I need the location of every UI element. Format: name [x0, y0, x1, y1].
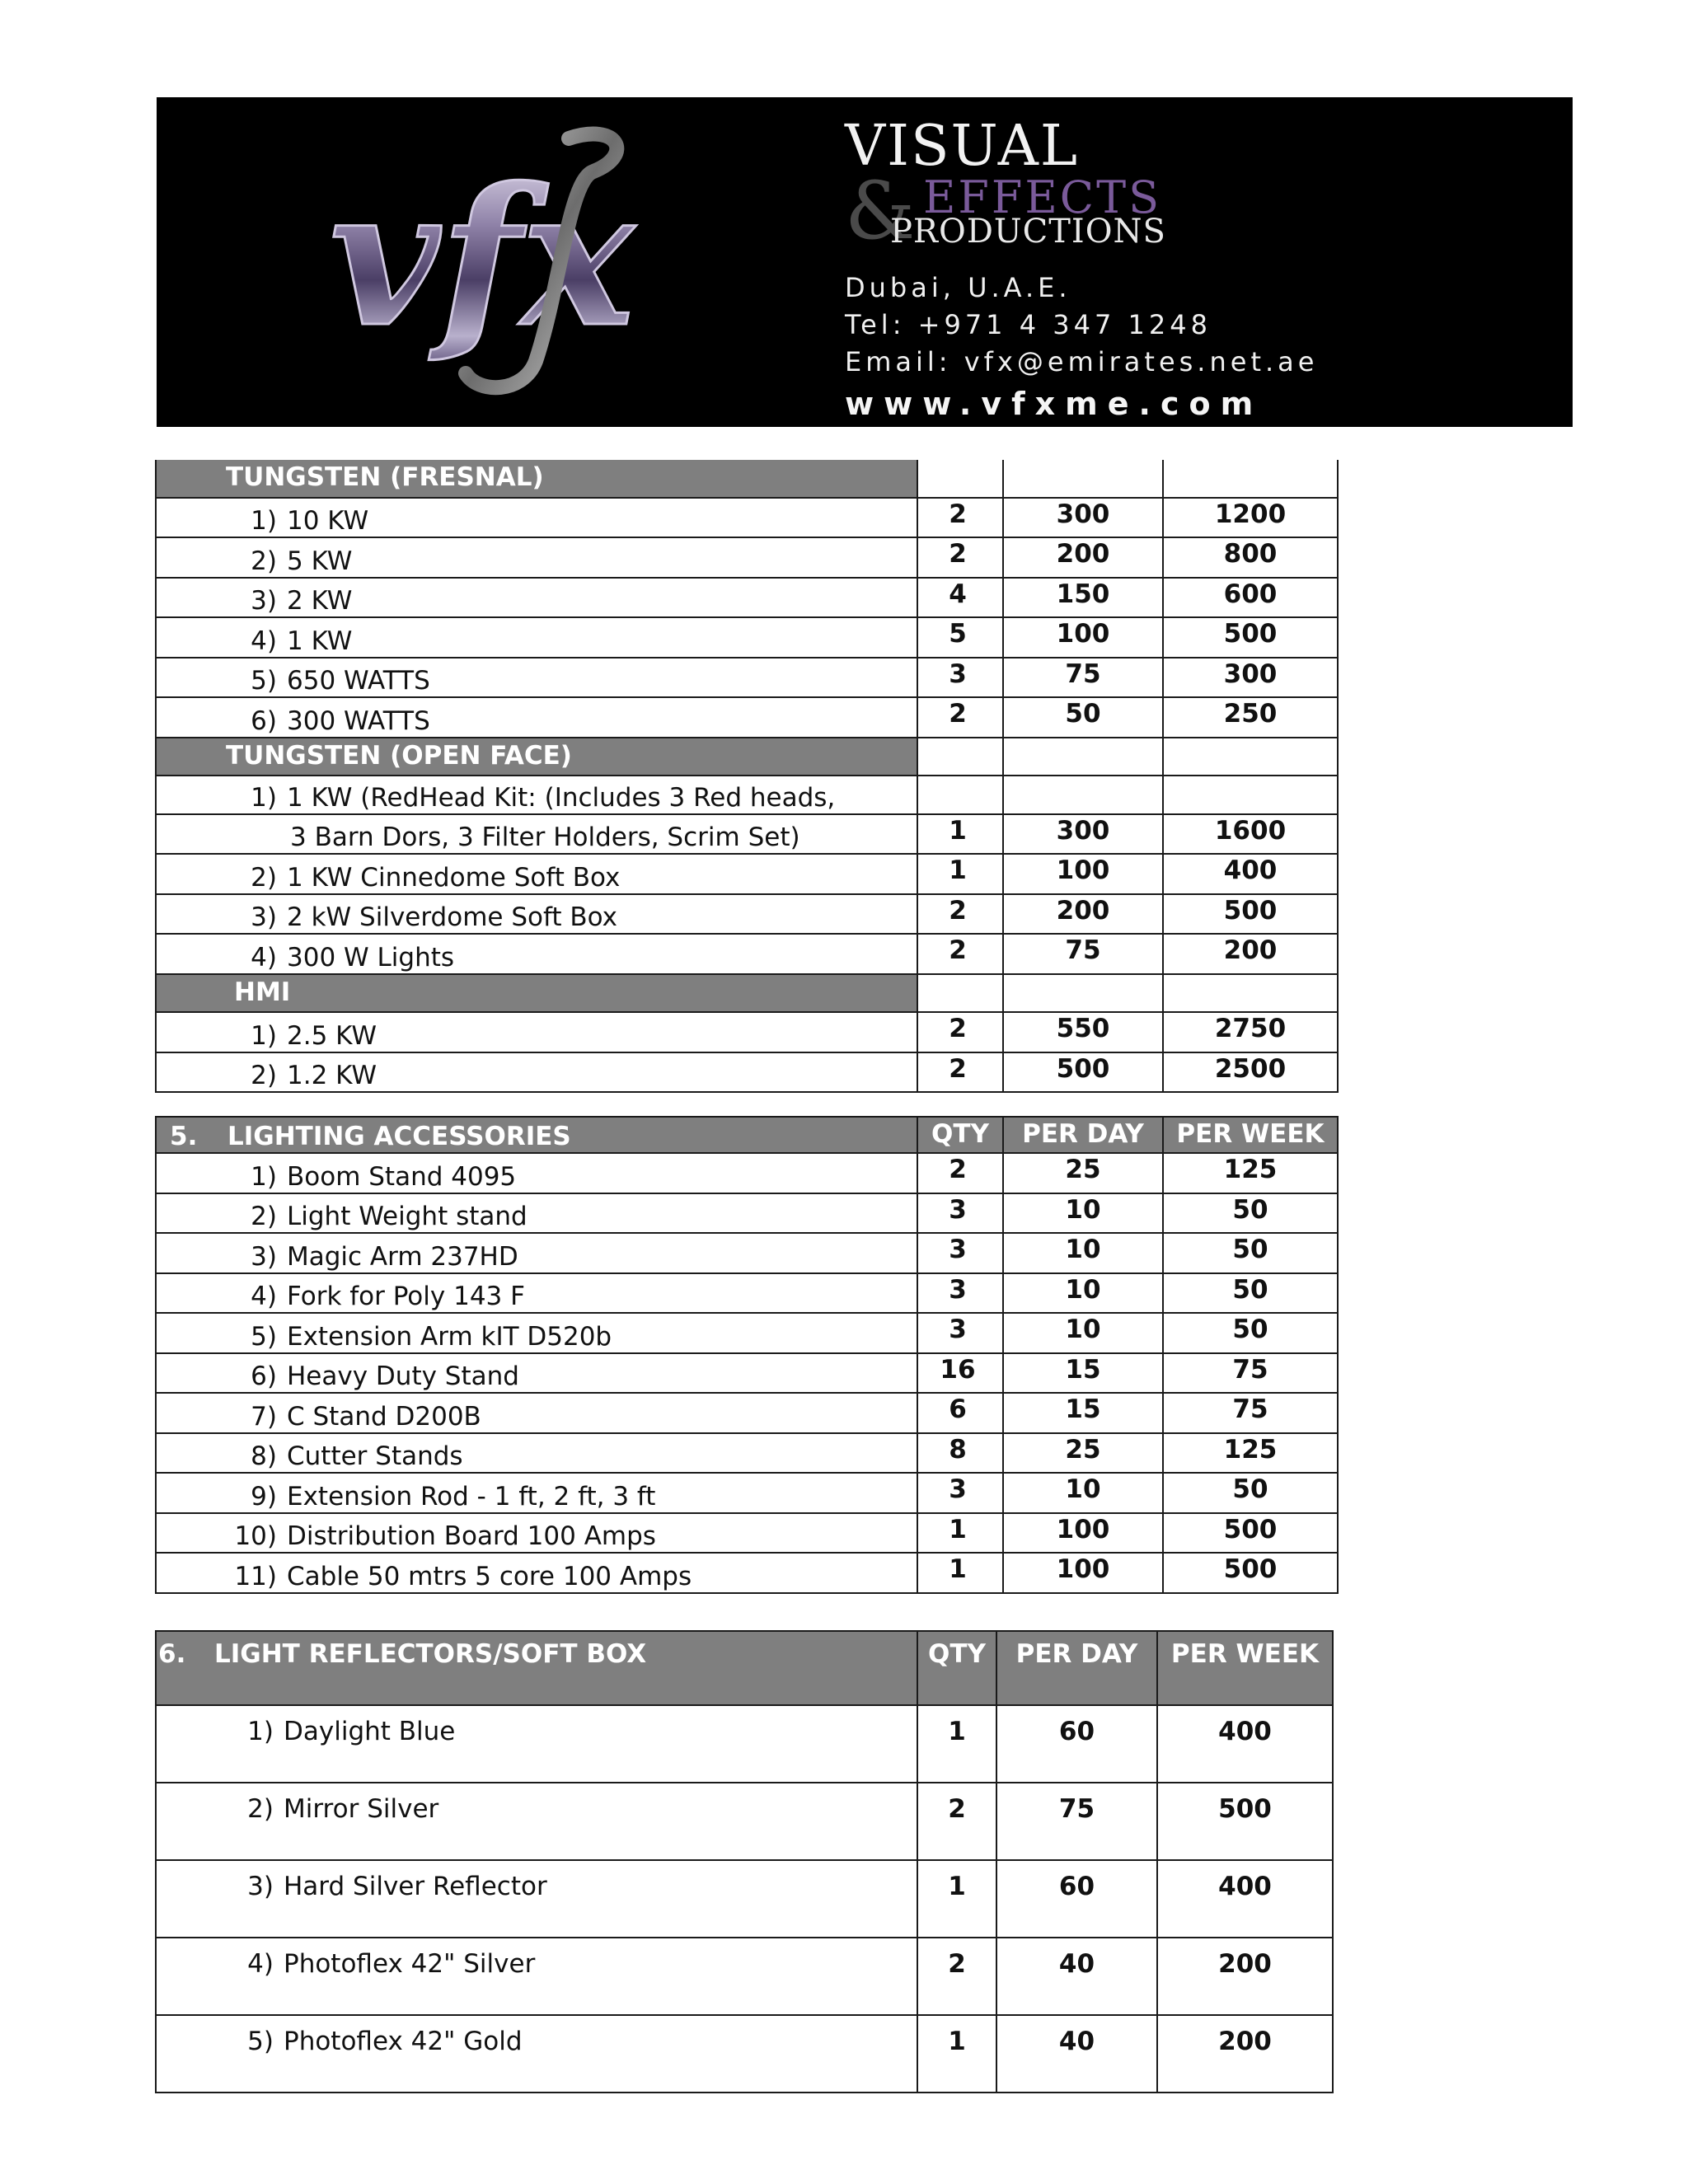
item-name: Photoflex 42" Gold: [284, 2027, 523, 2056]
location: Dubai, U.A.E.: [845, 272, 1071, 303]
per-week-cell: 2750: [1163, 1012, 1338, 1052]
per-day-cell: 550: [1003, 1012, 1163, 1052]
company-banner: [157, 97, 1573, 427]
per-week-cell: 50: [1163, 1193, 1338, 1234]
item-name: Cutter Stands: [287, 1441, 463, 1472]
col-header-per-week: PER WEEK: [1157, 1631, 1333, 1705]
per-day-cell: 100: [1003, 854, 1163, 894]
table-row: 3) 2 KW 4 150 600: [156, 578, 1338, 618]
qty-cell: 3: [917, 1313, 1003, 1353]
per-day-cell: 300: [1003, 498, 1163, 538]
per-day-cell: 40: [996, 1938, 1157, 2015]
telephone: Tel: +971 4 347 1248: [845, 309, 1212, 340]
per-week-cell: 125: [1163, 1153, 1338, 1193]
qty-cell: 1: [917, 1513, 1003, 1554]
qty-cell: 1: [917, 1860, 996, 1938]
table-row: [156, 814, 1338, 855]
per-week-cell: 1600: [1163, 814, 1338, 855]
section-title: 6. LIGHT REFLECTORS/SOFT BOX: [156, 1631, 917, 1705]
per-day-cell: 200: [1003, 537, 1163, 578]
per-day-cell: 10: [1003, 1313, 1163, 1353]
qty-cell: 1: [917, 1553, 1003, 1593]
item-name: Magic Arm 237HD: [287, 1241, 518, 1272]
per-day-cell: 60: [996, 1705, 1157, 1783]
table-row: 8) Cutter Stands 8 25 125: [156, 1433, 1338, 1474]
table-row: 9) Extension Rod - 1 ft, 2 ft, 3 ft 3 10 50: [156, 1473, 1338, 1513]
item-name: Cable 50 mtrs 5 core 100 Amps: [287, 1561, 692, 1591]
table-row: 5) 650 WATTS 3 75 300: [156, 658, 1338, 698]
qty-cell: 1: [917, 2015, 996, 2093]
table-row: 2) 1 KW Cinnedome Soft Box 1 100 400: [156, 854, 1338, 894]
brand-ampersand: &: [845, 165, 916, 257]
per-week-cell: 500: [1163, 1513, 1338, 1554]
table-row: 4) Photoflex 42" Silver 2 40 200: [156, 1938, 1333, 2015]
per-week-cell: 600: [1163, 578, 1338, 618]
section-header: [156, 974, 1338, 1013]
per-week-cell: 800: [1163, 537, 1338, 578]
item-name-continued: 3 Barn Dors, 3 Filter Holders, Scrim Set): [156, 814, 917, 855]
col-header-per-day: PER DAY: [996, 1631, 1157, 1705]
qty-cell: 4: [917, 578, 1003, 618]
table-row: 2) 1.2 KW 2 500 2500: [156, 1052, 1338, 1093]
per-week-cell: 500: [1163, 894, 1338, 935]
item-name: C Stand D200B: [287, 1401, 481, 1432]
per-week-cell: 1200: [1163, 498, 1338, 538]
section-title: 5. LIGHTING ACCESSORIES: [156, 1117, 917, 1153]
qty-cell: 6: [917, 1393, 1003, 1433]
table-row: 3) Magic Arm 237HD 3 10 50: [156, 1233, 1338, 1273]
section-title: TUNGSTEN (OPEN FACE): [156, 738, 917, 776]
col-header-qty: QTY: [917, 1631, 996, 1705]
per-day-cell: 200: [1003, 894, 1163, 935]
item-name: Daylight Blue: [284, 1717, 456, 1746]
qty-cell: 2: [917, 697, 1003, 738]
per-day-cell: 100: [1003, 617, 1163, 658]
item-name: 1 KW Cinnedome Soft Box: [287, 862, 621, 893]
qty-cell: 3: [917, 1193, 1003, 1234]
table-row: 1) 2.5 KW 2 550 2750: [156, 1012, 1338, 1052]
per-day-cell: 100: [1003, 1553, 1163, 1593]
item-name: 10 KW: [287, 506, 369, 537]
website[interactable]: www.vfxme.com: [845, 386, 1264, 422]
item-name: Mirror Silver: [284, 1794, 439, 1824]
brand-effects: EFFECTS: [923, 171, 1162, 223]
item-name: Light Weight stand: [287, 1202, 528, 1232]
qty-cell: 8: [917, 1433, 1003, 1474]
item-name: 650 WATTS: [287, 666, 430, 696]
per-day-cell: 10: [1003, 1233, 1163, 1273]
table-row: 4) 300 W Lights 2 75 200: [156, 934, 1338, 974]
table-row: 3) 2 kW Silverdome Soft Box 2 200 500: [156, 894, 1338, 935]
table-row: 6) Heavy Duty Stand 16 15 75: [156, 1353, 1338, 1394]
per-week-cell: 500: [1157, 1783, 1333, 1860]
item-name: Extension Arm kIT D520b: [287, 1321, 612, 1352]
qty-cell: 2: [917, 1012, 1003, 1052]
vfx-logo: [321, 122, 783, 402]
item-name: 300 W Lights: [287, 942, 455, 972]
per-week-cell: 50: [1163, 1313, 1338, 1353]
qty-cell: 2: [917, 934, 1003, 974]
per-week-cell: 300: [1163, 658, 1338, 698]
per-week-cell: 200: [1157, 2015, 1333, 2093]
section-header: [156, 460, 1338, 498]
item-name: 2 kW Silverdome Soft Box: [287, 902, 617, 933]
table-header-row: [156, 1117, 1338, 1153]
per-week-cell: 2500: [1163, 1052, 1338, 1093]
item-name: 2.5 KW: [287, 1020, 377, 1051]
per-week-cell: 500: [1163, 617, 1338, 658]
qty-cell: 16: [917, 1353, 1003, 1394]
per-week-cell: 400: [1157, 1705, 1333, 1783]
item-name: 1 KW: [287, 626, 353, 656]
qty-cell: 2: [917, 1783, 996, 1860]
table-row: 4) Fork for Poly 143 F 3 10 50: [156, 1273, 1338, 1314]
per-day-cell: 50: [1003, 697, 1163, 738]
table-row: 11) Cable 50 mtrs 5 core 100 Amps 1 100 500: [156, 1553, 1338, 1593]
per-week-cell: 200: [1157, 1938, 1333, 2015]
qty-cell: 2: [917, 1153, 1003, 1193]
per-day-cell: 15: [1003, 1353, 1163, 1394]
qty-cell: 1: [917, 814, 1003, 855]
per-week-cell: 50: [1163, 1473, 1338, 1513]
per-day-cell: 10: [1003, 1473, 1163, 1513]
table-row: 2) 5 KW 2 200 800: [156, 537, 1338, 578]
section-title: TUNGSTEN (FRESNAL): [156, 460, 917, 498]
brand-block: [845, 114, 1554, 422]
item-name: Extension Rod - 1 ft, 2 ft, 3 ft: [287, 1481, 656, 1511]
qty-cell: 3: [917, 658, 1003, 698]
item-name: Distribution Board 100 Amps: [287, 1521, 656, 1552]
qty-cell: 2: [917, 537, 1003, 578]
qty-cell: 3: [917, 1273, 1003, 1314]
table-row: 5) Photoflex 42" Gold 1 40 200: [156, 2015, 1333, 2093]
per-week-cell: 250: [1163, 697, 1338, 738]
section-title: HMI: [156, 974, 917, 1013]
per-day-cell: 10: [1003, 1193, 1163, 1234]
qty-cell: 2: [917, 498, 1003, 538]
section-header: [156, 738, 1338, 776]
per-day-cell: 300: [1003, 814, 1163, 855]
col-header-qty: QTY: [917, 1117, 1003, 1153]
qty-cell: 3: [917, 1473, 1003, 1513]
item-name: Boom Stand 4095: [287, 1161, 517, 1192]
qty-cell: 5: [917, 617, 1003, 658]
logo-text: vfx: [330, 147, 635, 369]
qty-cell: 2: [917, 894, 1003, 935]
per-week-cell: 75: [1163, 1353, 1338, 1394]
table-header-row: [156, 1631, 1333, 1705]
item-name: Hard Silver Reflector: [284, 1872, 547, 1901]
per-day-cell: 100: [1003, 1513, 1163, 1554]
per-week-cell: 400: [1163, 854, 1338, 894]
lights-table: [155, 460, 1339, 1093]
qty-cell: 1: [917, 854, 1003, 894]
per-day-cell: 25: [1003, 1433, 1163, 1474]
per-day-cell: 15: [1003, 1393, 1163, 1433]
per-week-cell: 400: [1157, 1860, 1333, 1938]
email[interactable]: Email: vfx@emirates.net.ae: [845, 346, 1319, 377]
qty-cell: 3: [917, 1233, 1003, 1273]
per-day-cell: 25: [1003, 1153, 1163, 1193]
table-row: 2) Mirror Silver 2 75 500: [156, 1783, 1333, 1860]
per-day-cell: 60: [996, 1860, 1157, 1938]
item-name: 5 KW: [287, 546, 353, 576]
item-name: Heavy Duty Stand: [287, 1361, 519, 1392]
light-reflectors-table: [155, 1630, 1334, 2093]
table-row: 1) 10 KW 2 300 1200: [156, 498, 1338, 538]
table-row: 7) C Stand D200B 6 15 75: [156, 1393, 1338, 1433]
per-week-cell: 125: [1163, 1433, 1338, 1474]
per-day-cell: 150: [1003, 578, 1163, 618]
item-name: 300 WATTS: [287, 705, 430, 736]
per-day-cell: 75: [1003, 934, 1163, 974]
table-row: 2) Light Weight stand 3 10 50: [156, 1193, 1338, 1234]
table-row: 3) Hard Silver Reflector 1 60 400: [156, 1860, 1333, 1938]
table-row: 5) Extension Arm kIT D520b 3 10 50: [156, 1313, 1338, 1353]
item-name: 1.2 KW: [287, 1061, 377, 1091]
per-day-cell: 10: [1003, 1273, 1163, 1314]
qty-cell: 2: [917, 1938, 996, 2015]
per-day-cell: 75: [996, 1783, 1157, 1860]
table-row: 1) Boom Stand 4095 2 25 125: [156, 1153, 1338, 1193]
table-row: 1) 1 KW (RedHead Kit: (Includes 3 Red heads,: [156, 776, 1338, 814]
col-header-per-week: PER WEEK: [1163, 1117, 1338, 1153]
brand-productions: PRODUCTIONS: [890, 213, 1166, 251]
qty-cell: 2: [917, 1052, 1003, 1093]
table-row: 1) Daylight Blue 1 60 400: [156, 1705, 1333, 1783]
per-week-cell: 500: [1163, 1553, 1338, 1593]
table-row: 4) 1 KW 5 100 500: [156, 617, 1338, 658]
item-name: Photoflex 42" Silver: [284, 1949, 536, 1979]
per-week-cell: 75: [1163, 1393, 1338, 1433]
lighting-accessories-table: [155, 1116, 1339, 1594]
per-day-cell: 40: [996, 2015, 1157, 2093]
item-name: Fork for Poly 143 F: [287, 1282, 525, 1312]
item-name: 1 KW (RedHead Kit: (Includes 3 Red heads,: [287, 782, 836, 813]
per-day-cell: 500: [1003, 1052, 1163, 1093]
table-row: 6) 300 WATTS 2 50 250: [156, 697, 1338, 738]
brand-visual: VISUAL: [845, 114, 1080, 179]
col-header-per-day: PER DAY: [1003, 1117, 1163, 1153]
per-week-cell: 50: [1163, 1273, 1338, 1314]
per-day-cell: 75: [1003, 658, 1163, 698]
per-week-cell: 200: [1163, 934, 1338, 974]
table-row: 10) Distribution Board 100 Amps 1 100 500: [156, 1513, 1338, 1554]
item-name: 2 KW: [287, 586, 353, 616]
per-week-cell: 50: [1163, 1233, 1338, 1273]
qty-cell: 1: [917, 1705, 996, 1783]
